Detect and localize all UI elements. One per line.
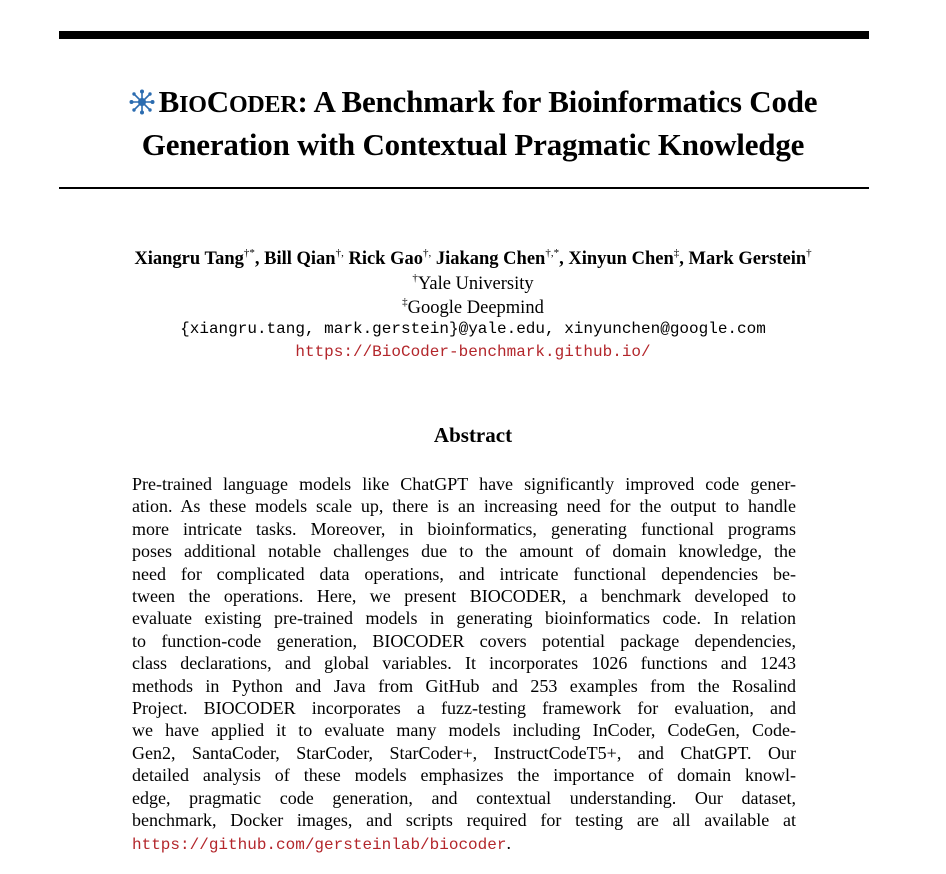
affiliation-mark: † xyxy=(412,272,418,284)
abstract-line: methods in Python and Java from GitHub and 253 examples from the Rosalind xyxy=(132,675,796,696)
project-url-link[interactable]: https://BioCoder-benchmark.github.io/ xyxy=(295,343,651,361)
abstract-line: class declarations, and global variables. It incorporates 1026 functions and 1243 xyxy=(132,653,796,674)
abstract-line: ation. As these models scale up, there is an increasing need for the output to handle xyxy=(132,496,796,517)
abstract-github-link[interactable]: https://github.com/gersteinlab/biocoder xyxy=(132,835,507,854)
title-line2: Generation with Contextual Pragmatic Knowledge xyxy=(141,127,805,162)
author-marks: ‡ xyxy=(673,247,680,259)
affiliation-yale xyxy=(0,272,946,296)
abstract-line: tween the operations. Here, we present BIOCODER, a benchmark developed to xyxy=(132,586,796,607)
title-line1-rest: : A Benchmark for Bioinformatics Code xyxy=(297,84,818,119)
abstract-line: edge, pragmatic code generation, and contextual understanding. Our dataset, xyxy=(132,787,796,808)
author-name: Jiakang Chen xyxy=(435,249,546,269)
paper-title xyxy=(40,82,906,165)
abstract-line: more intricate tasks. Moreover, in bioinformatics, generating functional programs xyxy=(132,518,796,539)
affiliation-google xyxy=(0,296,946,320)
contact-email: {xiangru.tang, mark.gerstein}@yale.edu, xinyunchen@google.com xyxy=(180,320,766,338)
abstract-line: poses additional notable challenges due to the amount of domain knowledge, the xyxy=(132,541,796,562)
abstract-heading: Abstract xyxy=(433,423,513,447)
author-name: Xinyun Chen xyxy=(568,249,674,269)
author-marks: †,* xyxy=(545,247,560,259)
abstract-line: evaluate existing pre-trained models in generating bioinformatics code. In relation xyxy=(132,608,796,629)
abstract-line: Gen2, SantaCoder, StarCoder, StarCoder+, InstructCodeT5+, and ChatGPT. Our xyxy=(132,742,796,763)
abstract-line: Pre-trained language models like ChatGPT have significantly improved code gener- xyxy=(132,474,796,494)
abstract-line: detailed analysis of these models emphasizes the importance of domain knowl- xyxy=(132,765,796,786)
author-marks: †* xyxy=(243,247,255,259)
author-name: Bill Qian xyxy=(264,249,336,269)
abstract-line: Project. BIOCODER incorporates a fuzz-testing framework for evaluation, and xyxy=(132,698,796,719)
star-molecule-icon xyxy=(129,85,155,125)
author-list: Xiangru Tang†*, Bill Qian†, Rick Gao†, Jiakang Chen†,*, Xinyun Chen‡, Mark Gerstein† xyxy=(134,247,812,269)
title-prefix-c: C xyxy=(206,84,229,119)
affiliation-name: Google Deepmind xyxy=(407,298,544,318)
author-marks: †, xyxy=(335,247,344,259)
abstract-last-line xyxy=(132,832,796,856)
title-prefix-oder: ODER xyxy=(228,92,298,118)
author-name: Xiangru Tang xyxy=(134,249,244,269)
author-marks: † xyxy=(806,247,812,259)
author-name: Rick Gao xyxy=(348,249,423,269)
abstract-line: need for complicated data operations, and intricate functional dependencies be- xyxy=(132,563,796,584)
author-name: Mark Gerstein xyxy=(688,249,807,269)
title-prefix-b: B xyxy=(158,84,180,119)
abstract-period: . xyxy=(506,832,511,853)
abstract-line: benchmark, Docker images, and scripts required for testing are all available at xyxy=(132,810,796,831)
top-rule xyxy=(59,31,869,39)
author-marks: †, xyxy=(422,247,432,259)
affiliation-name: Yale University xyxy=(417,274,534,294)
title-prefix-io: IO xyxy=(179,92,207,118)
affiliation-mark: ‡ xyxy=(402,296,408,308)
abstract-line: we have applied it to evaluate many models including InCoder, CodeGen, Code- xyxy=(132,720,796,741)
abstract-body xyxy=(132,473,796,856)
bottom-rule xyxy=(59,187,869,189)
abstract-line: to function-code generation, BIOCODER covers potential package dependencies, xyxy=(132,630,796,651)
